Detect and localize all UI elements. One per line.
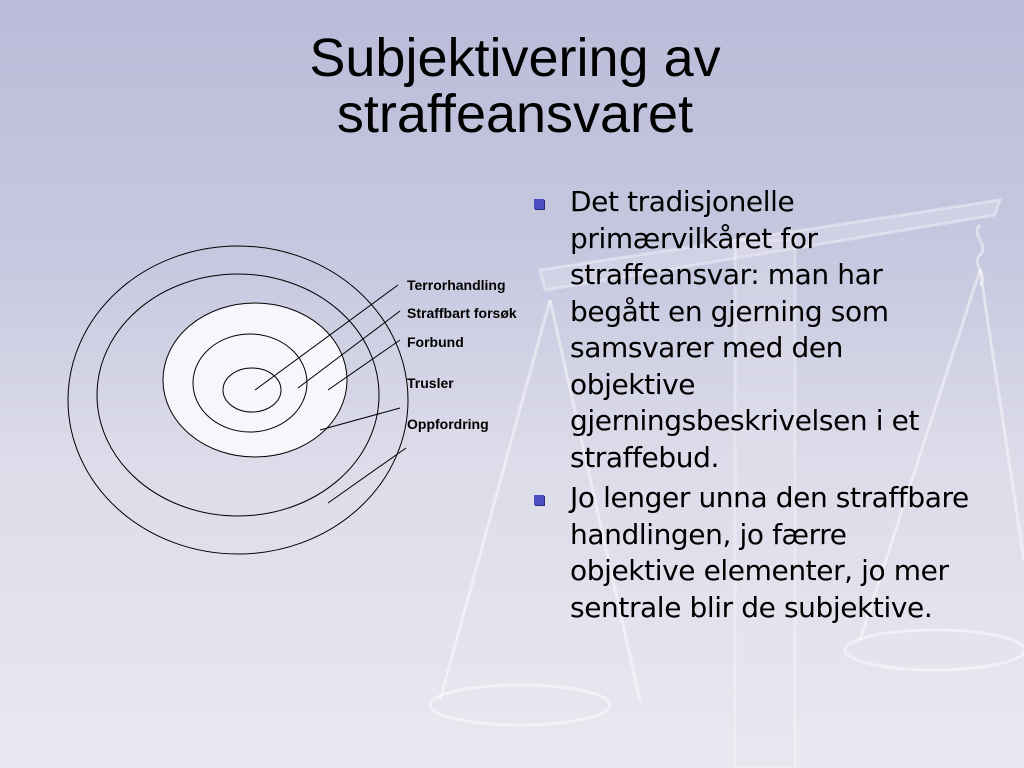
label-oppfordring: Oppfordring xyxy=(407,416,489,432)
label-forbund: Forbund xyxy=(407,334,464,350)
label-straffbart-forsok: Straffbart forsøk xyxy=(407,305,517,321)
bullet-item xyxy=(530,480,970,626)
bullet-list xyxy=(530,184,970,630)
square-bullet-icon xyxy=(534,199,544,209)
label-trusler: Trusler xyxy=(407,375,454,391)
slide-title: Subjektivering av straffeansvaret xyxy=(309,28,721,144)
square-bullet-icon xyxy=(534,495,544,505)
bullet-text: Jo lenger unna den straffbare handlingen, jo færre objektive elementer, jo mer sentrale blir de subjektive. xyxy=(570,481,969,624)
leader-line-oppfordring xyxy=(328,448,406,503)
bullet-text: Det tradisjonelle primærvilkåret for straffeansvar: man har begått en gjerning som samsvarer med den objektive gjerningsbeskrivelsen i et straffebud. xyxy=(570,185,920,474)
label-terrorhandling: Terrorhandling xyxy=(407,277,506,293)
bullet-item xyxy=(530,184,970,476)
circle-terrorhandling xyxy=(223,368,281,412)
